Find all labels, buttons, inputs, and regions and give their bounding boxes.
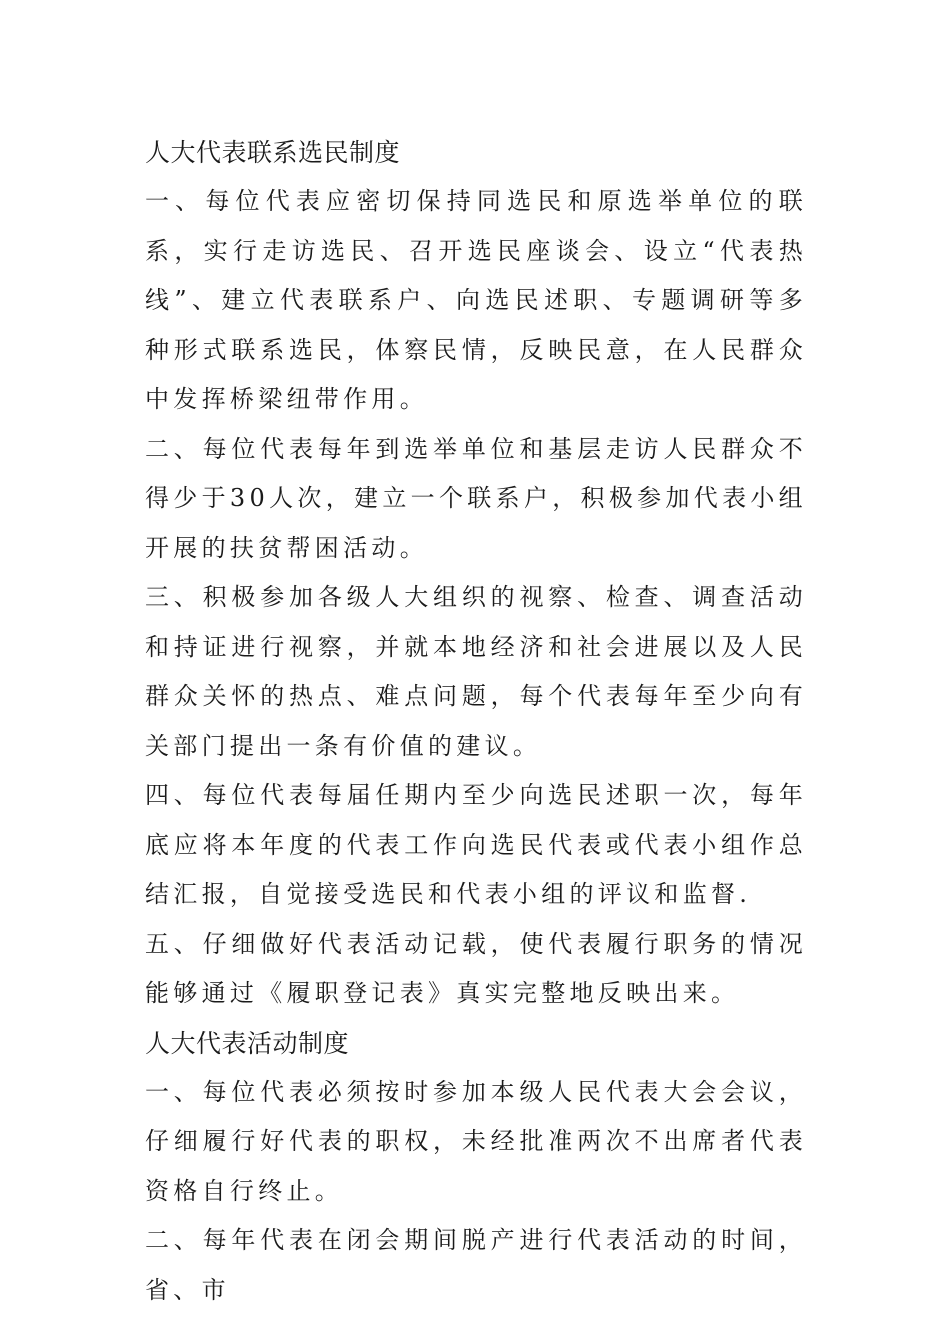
activity-item-1: 一、每位代表必须按时参加本级人民代表大会会议，仔细履行好代表的职权，未经批准两次不出席者代表资格自行终止。	[145, 1077, 807, 1205]
section-title-contact: 人大代表联系选民制度	[145, 138, 401, 167]
section-title-activity: 人大代表活动制度	[145, 1028, 350, 1058]
contact-item-2: 二、每位代表每年到选举单位和基层走访人民群众不得少于30人次，建立一个联系户，积极参加代表小组开展的扶贫帮困活动。	[145, 434, 807, 562]
contact-item-5: 五、仔细做好代表活动记载，使代表履行职务的情况能够通过《履职登记表》真实完整地反映出来。	[145, 929, 807, 1007]
document-page	[145, 128, 807, 1315]
contact-item-1: 一、每位代表应密切保持同选民和原选举单位的联系，实行走访选民、召开选民座谈会、设立“代表热线”、建立代表联系户、向选民述职、专题调研等多种形式联系选民，体察民情，反映民意，在人民群众中发挥桥梁纽带作用。	[145, 187, 807, 413]
contact-item-3: 三、积极参加各级人大组织的视察、检查、调查活动和持证进行视察，并就本地经济和社会进展以及人民群众关怀的热点、难点问题，每个代表每年至少向有关部门提出一条有价值的建议。	[145, 583, 807, 760]
activity-item-2: 二、每年代表在闭会期间脱产进行代表活动的时间，省、市	[145, 1226, 807, 1304]
contact-item-4: 四、每位代表每届任期内至少向选民述职一次，每年底应将本年度的代表工作向选民代表或代表小组作总结汇报，自觉接受选民和代表小组的评议和监督.	[145, 781, 807, 908]
